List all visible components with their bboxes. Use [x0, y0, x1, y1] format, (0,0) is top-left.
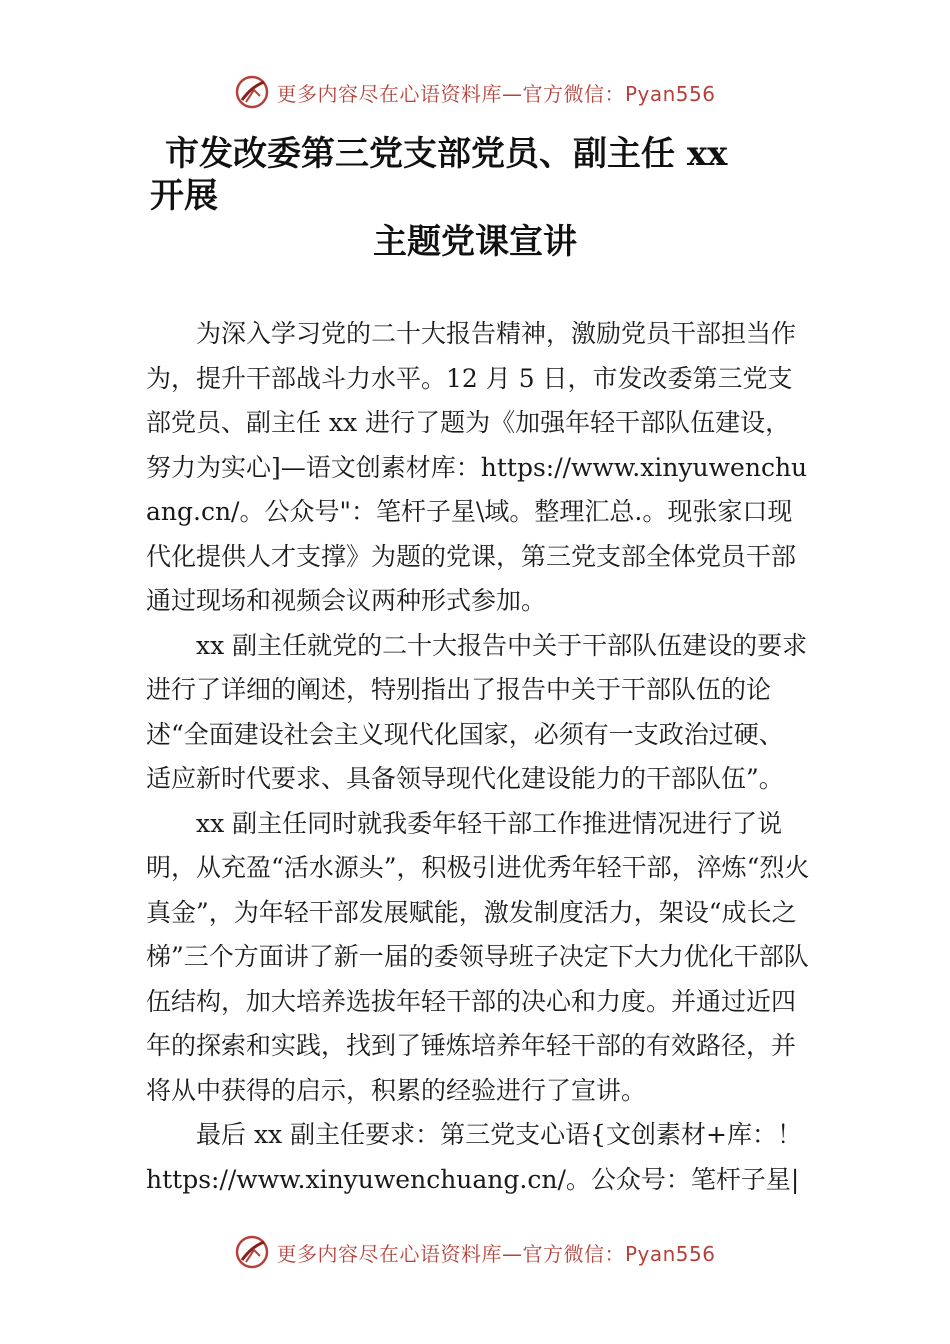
page-title-line-2: 开展 — [150, 176, 218, 216]
paragraph-1: 为深入学习党的二十大报告精神，激励党员干部担当作为，提升干部战斗力水平。12 月 5 日，市发改委第三党支部党员、副主任 xx 进行了题为《加强年轻干部队伍建设，努力为实心]—语文创素材库：https://www.xinyuwenchuang.cn/。公众号"：笔杆子星\域。整理汇总.。现张家口现代化提供人才支撑》为题的党课，第三党支部全体党员干部通过现场和视频会议两种形式参加。 — [146, 319, 808, 615]
page-title-line-3: 主题党课宣讲 — [373, 222, 577, 262]
article-body — [146, 312, 814, 1202]
watermark-text: 更多内容尽在心语资料库—官方微信：Pyan556 — [276, 81, 716, 106]
brand-logo-icon — [234, 1234, 270, 1270]
paragraph-4: 最后 xx 副主任要求：第三党支心语{文创素材+库：！https://www.xinyuwenchuang.cn/。公众号：笔杆子星| — [146, 1120, 802, 1194]
brand-logo-icon — [234, 74, 270, 110]
paragraph-3: xx 副主任同时就我委年轻干部工作推进情况进行了说明，从充盈“活水源头”，积极引进优秀年轻干部，淬炼“烈火真金”，为年轻干部发展赋能，激发制度活力，架设“成长之梯”三个方面讲了新一届的委领导班子决定下大力优化干部队伍结构，加大培养选拔年轻干部的决心和力度。并通过近四年的探索和实践，找到了锤炼培养年轻干部的有效路径，并将从中获得的启示，积累的经验进行了宣讲。 — [146, 808, 810, 1105]
page-title-line-1: 市发改委第三党支部党员、副主任 xx — [165, 134, 728, 174]
footer-watermark-banner — [0, 1230, 950, 1274]
paragraph-2: xx 副主任就党的二十大报告中关于干部队伍建设的要求进行了详细的阐述，特别指出了报告中关于干部队伍的论述“全面建设社会主义现代化国家，必须有一支政治过硬、 适应新时代要求、具备领导现代化建设能力的干部队伍”。 — [146, 630, 808, 793]
watermark-text: 更多内容尽在心语资料库—官方微信：Pyan556 — [276, 1241, 716, 1266]
header-watermark-banner — [0, 70, 950, 114]
